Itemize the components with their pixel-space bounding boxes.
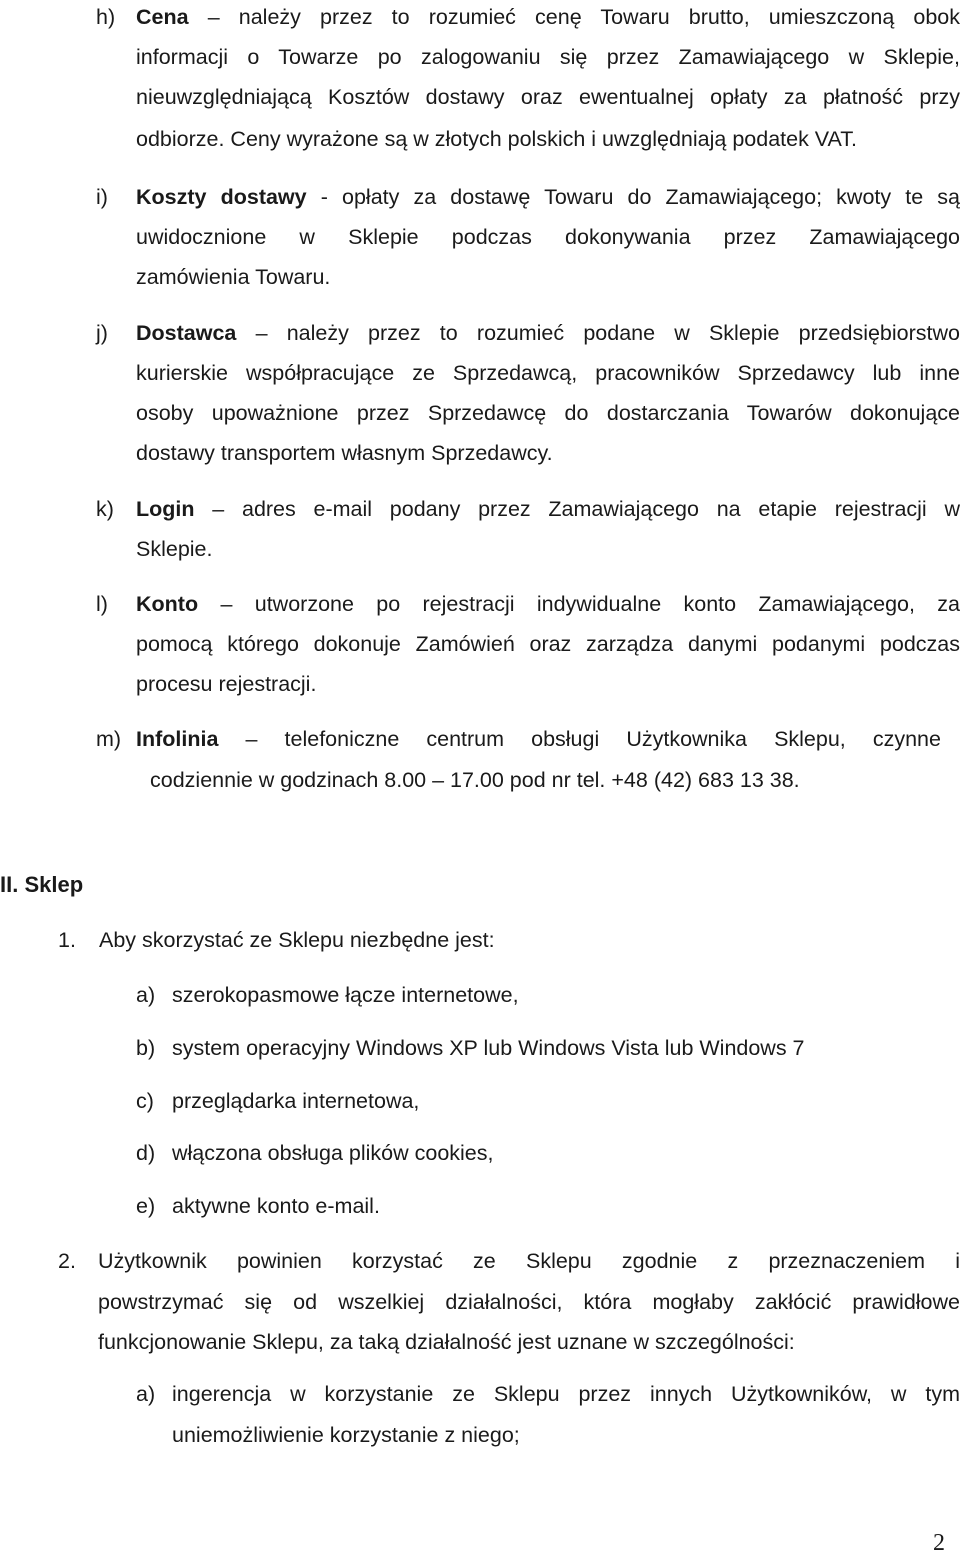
point-2-sub-a-marker: a)	[136, 1382, 156, 1406]
point-2-sub-a-line-1: ingerencja w korzystanie ze Sklepu przez innych Użytkowników, w tym	[172, 1382, 960, 1406]
term-cena: Cena	[136, 5, 189, 29]
point-2-sub-a-line-2: uniemożliwienie korzystanie z niego;	[172, 1423, 520, 1447]
definition-k-text: adres e-mail podany przez Zamawiającego na etapie rejestracji w	[241, 497, 960, 521]
term-infolinia: Infolinia	[136, 727, 219, 751]
definition-k-line-2: Sklepie.	[136, 537, 213, 561]
list-marker-l: l)	[96, 592, 108, 616]
point-2-line-1: Użytkownik powinien korzystać ze Sklepu zgodnie z przeznaczeniem i	[98, 1249, 960, 1273]
point-2-line-2: powstrzymać się od wszelkiej działalności, która mogłaby zakłócić prawidłowe	[98, 1290, 960, 1314]
definition-l-text: utworzone po rejestracji indywidualne konto Zamawiającego, za	[254, 592, 960, 616]
term-dash: –	[245, 727, 258, 751]
requirement-item: szerokopasmowe łącze internetowe,	[172, 983, 519, 1007]
point-2-line-3: funkcjonowanie Sklepu, za taką działalność jest uznane w szczególności:	[98, 1330, 795, 1354]
definition-i-line-3: zamówienia Towaru.	[136, 265, 331, 289]
list-marker-j: j)	[96, 321, 108, 345]
definition-j-line-1	[136, 320, 960, 346]
list-marker-m: m)	[96, 727, 122, 751]
definition-k-line-1	[136, 496, 960, 522]
definition-j-text: należy przez to rozumieć podane w Sklepie przedsiębiorstwo	[286, 321, 960, 345]
requirement-item: system operacyjny Windows XP lub Windows Vista lub Windows 7	[172, 1036, 805, 1060]
term-dash: –	[212, 497, 225, 521]
requirement-item: włączona obsługa plików cookies,	[172, 1141, 494, 1165]
section-heading: II. Sklep	[0, 872, 84, 897]
definition-i-line-2: uwidocznione w Sklepie podczas dokonywania przez Zamawiającego	[136, 225, 960, 249]
point-1-text: Aby skorzystać ze Sklepu niezbędne jest:	[99, 928, 495, 952]
term-koszty-dostawy: Koszty dostawy	[136, 185, 307, 209]
definition-j-line-3: osoby upoważnione przez Sprzedawcę do dostarczania Towarów dokonujące	[136, 401, 960, 425]
list-marker-i: i)	[96, 185, 108, 209]
definition-m-line-2: codziennie w godzinach 8.00 – 17.00 pod nr tel. +48 (42) 683 13 38.	[150, 768, 800, 792]
definition-h-line-4: odbiorze. Ceny wyrażone są w złotych polskich i uwzględniają podatek VAT.	[136, 127, 858, 151]
term-konto: Konto	[136, 592, 199, 616]
definition-l-line-3: procesu rejestracji.	[136, 672, 317, 696]
definition-l-line-2: pomocą którego dokonuje Zamówień oraz zarządza danymi podanymi podczas	[136, 632, 960, 656]
requirement-item: aktywne konto e-mail.	[172, 1194, 380, 1218]
requirement-marker: b)	[136, 1036, 156, 1060]
definition-h-text: należy przez to rozumieć cenę Towaru brutto, umieszczoną obok	[238, 5, 960, 29]
point-2-marker: 2.	[58, 1249, 76, 1273]
definition-m-line-1	[136, 726, 941, 752]
definition-j-line-4: dostawy transportem własnym Sprzedawcy.	[136, 441, 553, 465]
requirement-marker: c)	[136, 1089, 154, 1113]
definition-i-line-1	[136, 184, 960, 210]
definition-h-line-2: informacji o Towarze po zalogowaniu się przez Zamawiającego w Sklepie,	[136, 45, 960, 69]
term-dash: –	[220, 592, 233, 616]
requirement-item: przeglądarka internetowa,	[172, 1089, 420, 1113]
definition-m-text: telefoniczne centrum obsługi Użytkownika Sklepu, czynne	[284, 727, 941, 751]
definition-l-line-1	[136, 591, 960, 617]
definition-i-text: - opłaty za dostawę Towaru do Zamawiającego; kwoty te są	[320, 185, 960, 209]
term-dostawca: Dostawca	[136, 321, 237, 345]
requirement-marker: d)	[136, 1141, 156, 1165]
page-number: 2	[933, 1530, 945, 1556]
list-marker-h: h)	[96, 5, 116, 29]
definition-h-line-1	[136, 4, 960, 30]
definition-j-line-2: kurierskie współpracujące ze Sprzedawcą, pracowników Sprzedawcy lub inne	[136, 361, 960, 385]
term-login: Login	[136, 497, 195, 521]
requirement-marker: a)	[136, 983, 156, 1007]
point-1-marker: 1.	[58, 928, 76, 952]
term-dash: –	[255, 321, 268, 345]
definition-h-line-3: nieuwzględniającą Kosztów dostawy oraz ewentualnej opłaty za płatność przy	[136, 85, 960, 109]
term-dash: –	[207, 5, 220, 29]
list-marker-k: k)	[96, 497, 114, 521]
requirement-marker: e)	[136, 1194, 156, 1218]
